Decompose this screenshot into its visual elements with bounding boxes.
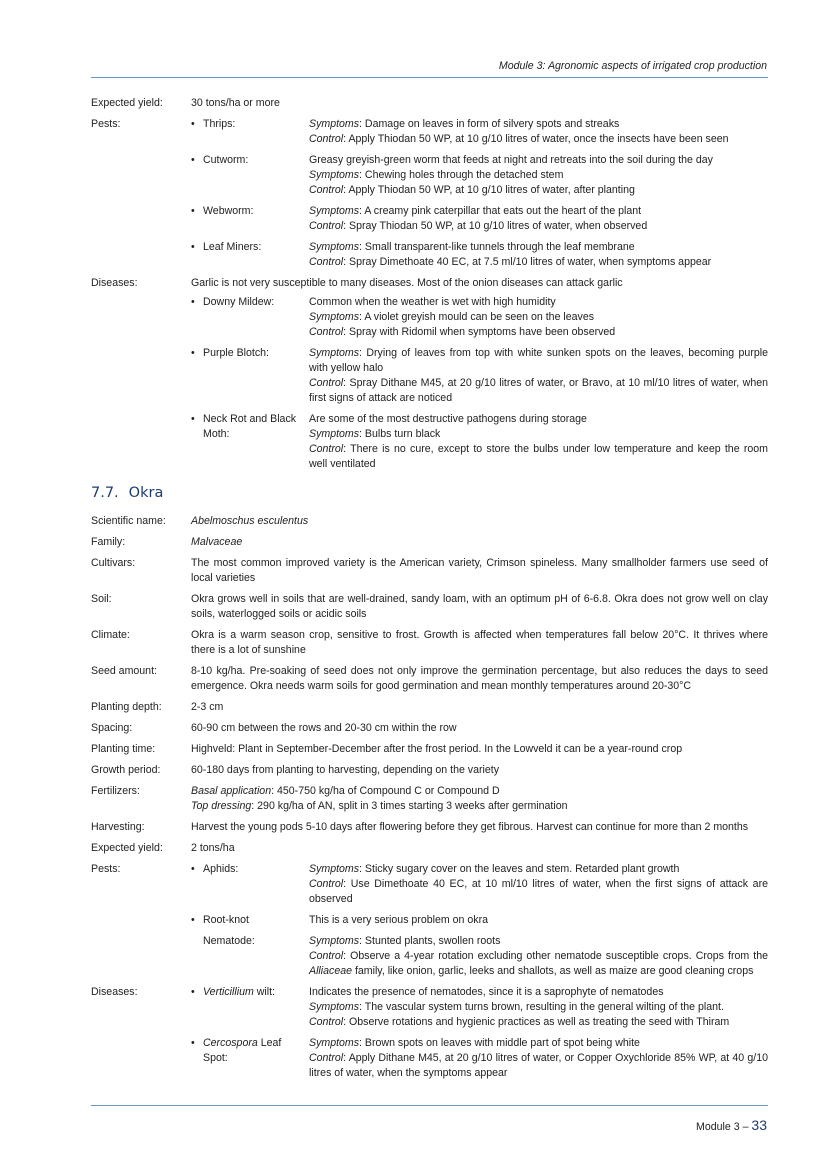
pest-name: Webworm: <box>203 205 254 217</box>
pest-item <box>191 153 768 198</box>
pest-name: Root-knot <box>203 914 249 926</box>
okra-field-row <box>91 592 768 622</box>
pest-intro: Greasy greyish-green worm that feeds at night and retreats into the soil during the day <box>309 154 713 166</box>
disease-detail-line: Symptoms: Drying of leaves from top with white sunken spots on the leaves, becoming purple with yellow halo <box>309 347 768 374</box>
pest-name: Thrips: <box>203 118 236 130</box>
field-label: Diseases: <box>91 277 138 289</box>
okra-expected-yield <box>91 841 768 856</box>
header-rule <box>91 77 768 78</box>
field-label: Family: <box>91 536 126 548</box>
footer-rule <box>91 1105 768 1106</box>
bullet-icon: • <box>191 413 195 425</box>
field-label: Expected yield: <box>91 842 163 854</box>
pest-name: Aphids: <box>203 863 239 875</box>
field-value: 8-10 kg/ha. Pre-soaking of seed does not only improve the germination percentage, but also reduces the days to seed emergence. Okra needs warm soils for good germination and mean monthly temperatures around 20-30°C <box>191 665 768 692</box>
pest-detail-line: Symptoms: Small transparent-like tunnels through the leaf membrane <box>309 241 635 253</box>
okra-field-row <box>91 742 768 757</box>
okra-field-row <box>91 700 768 715</box>
field-value: Okra grows well in soils that are well-drained, sandy loam, with an optimum pH of 6-6.8. Okra does not grow well on clay soils, waterlogged soils or acidic soils <box>191 593 768 620</box>
okra-field-row <box>91 664 768 694</box>
field-label: Growth period: <box>91 764 161 776</box>
disease-item <box>191 295 768 340</box>
bullet-icon: • <box>191 1037 195 1049</box>
disease-intro: Are some of the most destructive pathogens during storage <box>309 413 587 425</box>
field-label: Fertilizers: <box>91 785 140 797</box>
disease-detail-line: Control: Spray Dithane M45, at 20 g/10 litres of water, or Bravo, at 10 ml/10 litres of water, when first signs of attack are noticed <box>309 377 768 404</box>
field-label: Planting depth: <box>91 701 162 713</box>
okra-field-row <box>91 535 768 550</box>
disease-detail-line: Control: There is no cure, except to store the bulbs under low temperature and keep the room well ventilated <box>309 443 768 470</box>
bullet-icon: • <box>191 154 195 166</box>
disease-name: Neck Rot and Black Moth: <box>203 413 297 440</box>
field-label: Diseases: <box>91 986 138 998</box>
footer-module: Module 3 <box>696 1121 740 1133</box>
field-value: 2 tons/ha <box>191 842 235 854</box>
field-label: Harvesting: <box>91 821 145 833</box>
field-value: 2-3 cm <box>191 701 224 713</box>
okra-field-row <box>91 556 768 586</box>
fertilizer-line: Basal application: 450-750 kg/ha of Compound C or Compound D <box>191 785 500 797</box>
disease-item <box>191 412 768 472</box>
garlic-expected-yield <box>91 96 768 111</box>
bullet-icon: • <box>191 241 195 253</box>
field-value: 30 tons/ha or more <box>191 97 280 109</box>
field-value: The most common improved variety is the American variety, Crimson spineless. Many smallholder farmers use seed of local varieties <box>191 557 768 584</box>
pest-item <box>191 117 768 147</box>
running-header: Module 3: Agronomic aspects of irrigated crop production <box>498 60 767 72</box>
field-label: Expected yield: <box>91 97 163 109</box>
field-value: Malvaceae <box>191 536 243 548</box>
field-label: Climate: <box>91 629 130 641</box>
okra-field-row <box>91 763 768 778</box>
page-footer <box>696 1118 767 1135</box>
garlic-diseases-list <box>91 295 768 472</box>
bullet-icon: • <box>191 863 195 875</box>
disease-detail-line: Symptoms: Bulbs turn black <box>309 428 441 440</box>
disease-cercospora: • Cercospora Leaf Spot: Symptoms: Brown spots on leaves with middle part of spot being white Control: Apply Dithane M45, at 20 g/10 litres of water, or Copper Oxychloride 85% WP, at 40 g/10 litres of water, when the symptoms appear <box>191 1037 768 1079</box>
field-value: Harvest the young pods 5-10 days after flowering before they get fibrous. Harvest can continue for more than 2 months <box>191 821 749 833</box>
page-number: 33 <box>751 1117 767 1133</box>
okra-fields <box>91 514 768 778</box>
pest-detail-line: Control: Spray Thiodan 50 WP, at 10 g/10 litres of water, when observed <box>309 220 648 232</box>
okra-field-row <box>91 721 768 736</box>
pest-detail-line: Control: Apply Thiodan 50 WP, at 10 g/10 litres of water, once the insects have been seen <box>309 133 729 145</box>
pest-name-cont: Nematode: <box>203 935 255 947</box>
pest-detail-line: Symptoms: Damage on leaves in form of silvery spots and streaks <box>309 118 620 130</box>
disease-detail-line: Symptoms: A violet greyish mould can be seen on the leaves <box>309 311 595 323</box>
field-value <box>191 784 768 814</box>
bullet-icon: • <box>191 205 195 217</box>
okra-field-row <box>91 514 768 529</box>
garlic-pests-list <box>91 117 768 270</box>
field-label: Cultivars: <box>91 557 136 569</box>
page-body <box>91 96 768 1087</box>
section-number: 7.7. <box>91 485 119 501</box>
disease-name: Purple Blotch: <box>203 347 269 359</box>
disease-detail-line: Control: Spray with Ridomil when symptoms have been observed <box>309 326 616 338</box>
pest-item <box>191 204 768 234</box>
footer-separator: – <box>742 1121 749 1133</box>
pest-root-knot-nematode: • Root-knot Nematode: This is a very serious problem on okra Symptoms: Stunted plants, swollen roots Control: Observe a 4-year rotation excluding other nematode susceptible crops. Crops from the Alliaceae family, like onion, garlic, leeks and shallots, as well as maize are good cleaning crops <box>191 914 768 977</box>
pest-detail-line: Symptoms: Chewing holes through the detached stem <box>309 169 564 181</box>
field-label: Spacing: <box>91 722 133 734</box>
field-label: Pests: <box>91 118 121 130</box>
field-value: 60-90 cm between the rows and 20-30 cm within the row <box>191 722 457 734</box>
okra-field-row <box>91 628 768 658</box>
field-label: Scientific name: <box>91 515 166 527</box>
field-label: Planting time: <box>91 743 156 755</box>
field-label: Seed amount: <box>91 665 157 677</box>
field-value: Highveld: Plant in September-December after the frost period. In the Lowveld it can be a year-round crop <box>191 743 683 755</box>
bullet-icon: • <box>191 118 195 130</box>
field-value: 60-180 days from planting to harvesting, depending on the variety <box>191 764 500 776</box>
okra-harvesting <box>91 820 768 835</box>
field-value: Garlic is not very susceptible to many diseases. Most of the onion diseases can attack garlic <box>191 277 623 289</box>
bullet-icon: • <box>191 914 195 926</box>
disease-intro: Common when the weather is wet with high humidity <box>309 296 556 308</box>
disease-verticillium: • Verticillium wilt: Indicates the presence of nematodes, since it is a saprophyte of nematodes Symptoms: The vascular system turns brown, resulting in the general wilting of the plant. Control: Observe rotations and hygienic practices as well as treating the seed with Thiram <box>191 986 730 1028</box>
pest-item <box>191 240 768 270</box>
disease-item <box>191 346 768 406</box>
disease-name: Downy Mildew: <box>203 296 275 308</box>
bullet-icon: • <box>191 296 195 308</box>
pest-name: Leaf Miners: <box>203 241 262 253</box>
section-heading <box>91 486 768 504</box>
pest-detail-line: Symptoms: A creamy pink caterpillar that eats out the heart of the plant <box>309 205 642 217</box>
section-title: Okra <box>128 485 164 501</box>
field-value: Okra is a warm season crop, sensitive to frost. Growth is affected when temperatures fall below 20°C. It thrives where there is a lot of sunshine <box>191 629 768 656</box>
bullet-icon: • <box>191 347 195 359</box>
pest-detail-line: Control: Spray Dimethoate 40 EC, at 7.5 ml/10 litres of water, when symptoms appear <box>309 256 712 268</box>
field-value: Abelmoschus esculentus <box>191 515 309 527</box>
pest-aphids: • Aphids: Symptoms: Sticky sugary cover on the leaves and stem. Retarded plant growth Control: Use Dimethoate 40 EC, at 10 ml/10 litres of water, when the first signs of attack are observed <box>191 863 768 905</box>
garlic-diseases <box>91 276 768 291</box>
pest-name: Cutworm: <box>203 154 249 166</box>
field-label: Soil: <box>91 593 112 605</box>
fertilizer-line: Top dressing: 290 kg/ha of AN, split in 3 times starting 3 weeks after germination <box>191 800 568 812</box>
pest-detail-line: Control: Apply Thiodan 50 WP, at 10 g/10 litres of water, after planting <box>309 184 635 196</box>
bullet-icon: • <box>191 986 195 998</box>
field-label: Pests: <box>91 863 121 875</box>
okra-fertilizers <box>91 784 768 814</box>
